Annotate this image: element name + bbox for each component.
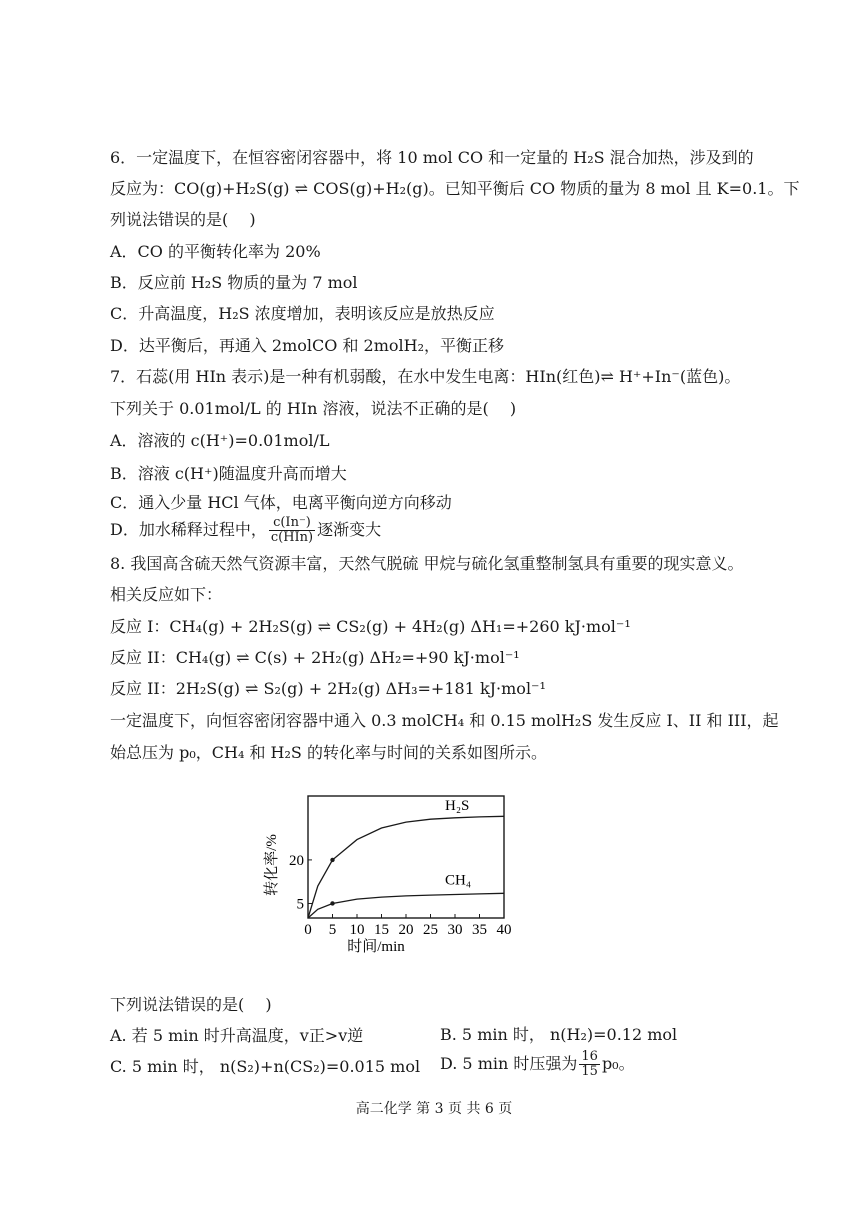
q8-reaction-1: 反应 I：CH₄(g) + 2H₂S(g) ⇌ CS₂(g) + 4H₂(g) ΔH₁=+260 kJ·mol⁻¹ [110,617,631,636]
conversion-chart [262,790,522,960]
x-tick-label: 5 [328,922,337,938]
q7-option-d-tail: 逐渐变大 [317,520,382,539]
y-tick-label: 20 [289,852,304,869]
x-tick-label: 20 [398,922,414,938]
q6-reaction-right: COS(g)+H₂(g)。已知平衡后 CO 物质的量为 8 mol 且 K=0.1。下 [313,179,800,198]
data-point-marker [330,901,334,905]
q7-line1: 7．石蕊(用 HIn 表示)是一种有机弱酸，在水中发生电离：HIn(红色)⇌ H⁺+In⁻(蓝色)。 [110,367,741,386]
q7-fraction-numerator: c(In⁻) [269,516,315,531]
q8-fraction [579,1050,600,1079]
q8-reaction-3: 反应 II：2H₂S(g) ⇌ S₂(g) + 2H₂(g) ΔH₃=+181 kJ·mol⁻¹ [110,679,546,698]
x-axis-label: 时间/min [347,939,405,955]
plot-frame [308,796,504,918]
q7-fraction [269,516,315,545]
x-tick-label: 35 [472,922,487,938]
x-tick-label: 0 [304,922,312,938]
series-label: CH₄ [445,872,472,889]
q8-option-a: A. 若 5 min 时升高温度，v正>v逆 [110,1026,364,1045]
q7-option-d [110,516,381,545]
conversion-chart-svg [262,790,522,960]
equilibrium-arrow-icon: ⇌ [294,179,309,198]
series-lines [308,798,504,918]
q8-option-d-text: D. 5 min 时压强为 [440,1054,578,1073]
q7-line2: 下列关于 0.01mol/L 的 HIn 溶液，说法不正确的是( ) [110,399,517,418]
y-tick-label: 5 [296,896,304,913]
x-tick-label: 40 [496,922,512,938]
q8-fraction-numerator: 16 [581,1049,598,1064]
q7-option-c: C．通入少量 HCl 气体，电离平衡向逆方向移动 [110,493,452,512]
y-axis-label: 转化率/% [264,834,280,896]
q6-option-b: B．反应前 H₂S 物质的量为 7 mol [110,273,358,292]
q8-option-d [440,1050,635,1079]
q6-line2 [110,178,800,200]
q7-option-b: B．溶液 c(H⁺)随温度升高而增大 [110,464,347,483]
q8-option-c: C. 5 min 时， n(S₂)+n(CS₂)=0.015 mol [110,1057,421,1076]
x-tick-label: 15 [374,922,389,938]
x-tick-label: 30 [447,922,463,938]
q7-option-a: A．溶液的 c(H⁺)=0.01mol/L [110,431,330,450]
q7-option-d-text: D．加水稀释过程中， [110,520,267,539]
q8-line2: 相关反应如下： [110,585,223,604]
q6-line1: 6．一定温度下，在恒容密闭容器中，将 10 mol CO 和一定量的 H₂S 混合加热，涉及到的 [110,148,754,167]
q6-line3: 列说法错误的是( ) [110,210,256,229]
q6-option-c: C．升高温度，H₂S 浓度增加，表明该反应是放热反应 [110,304,495,323]
q8-line1: 8. 我国高含硫天然气资源丰富，天然气脱硫 甲烷与硫化氢重整制氢具有重要的现实意义。 [110,554,744,573]
page-footer: 高二化学 第 3 页 共 6 页 [355,1101,513,1117]
q8-reaction-2: 反应 II：CH₄(g) ⇌ C(s) + 2H₂(g) ΔH₂=+90 kJ·mol⁻¹ [110,648,520,667]
q8-option-b: B. 5 min 时， n(H₂)=0.12 mol [440,1025,678,1044]
x-tick-label: 10 [349,922,365,938]
q8-line3: 一定温度下，向恒容密闭容器中通入 0.3 molCH₄ 和 0.15 molH₂S 发生反应 I、II 和 III，起 [110,711,779,730]
series-label: H₂S [445,797,470,814]
q8-stem: 下列说法错误的是( ) [110,995,272,1014]
q8-line4: 始总压为 p₀，CH₄ 和 H₂S 的转化率与时间的关系如图所示。 [110,743,547,762]
q6-reaction-left: 反应为：CO(g)+H₂S(g) [110,179,290,198]
q8-fraction-denominator: 15 [581,1064,598,1079]
x-tick-label: 25 [423,922,438,938]
q7-fraction-denominator: c(HIn) [270,530,314,545]
q8-option-d-tail: p₀。 [601,1054,635,1073]
q6-option-a: A．CO 的平衡转化率为 20% [110,242,321,261]
data-point-marker [330,858,334,862]
q6-option-d: D．达平衡后，再通入 2molCO 和 2molH₂，平衡正移 [110,336,505,355]
